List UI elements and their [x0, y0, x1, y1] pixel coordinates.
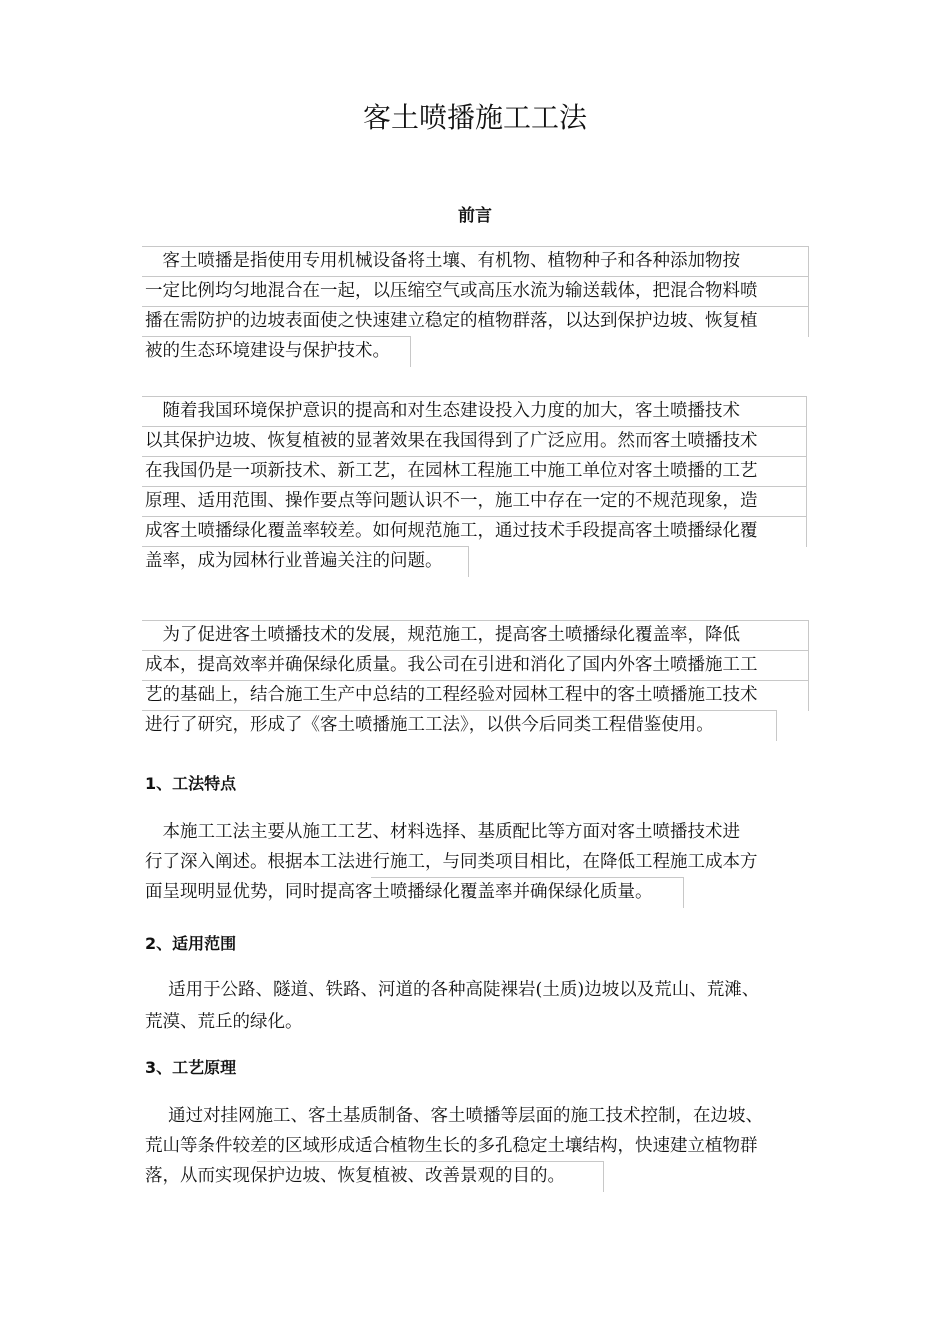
text-line: 为了促进客土喷播技术的发展，规范施工，提高客土喷播绿化覆盖率，降低: [145, 625, 740, 645]
text-line: 艺的基础上，结合施工生产中总结的工程经验对园林工程中的客土喷播施工技术: [145, 685, 758, 705]
text-line: 行了深入阐述。根据本工法进行施工，与同类项目相比，在降低工程施工成本方: [145, 852, 758, 872]
text-line: 荒漠、荒丘的绿化。: [145, 1012, 303, 1032]
text-line: 通过对挂网施工、客土基质制备、客土喷播等层面的施工技术控制，在边坡、: [145, 1106, 764, 1126]
text-line: 成本，提高效率并确保绿化质量。我公司在引进和消化了国内外客土喷播施工工: [145, 655, 758, 675]
text-line: 播在需防护的边坡表面使之快速建立稳定的植物群落，以达到保护边坡、恢复植: [145, 311, 758, 331]
text-line: 被的生态环境建设与保护技术。: [145, 341, 390, 361]
document-title: 客土喷播施工工法: [362, 101, 587, 134]
section-2-heading: 2、适用范围: [145, 934, 237, 953]
text-line: 落，从而实现保护边坡、恢复植被、改善景观的目的。: [145, 1166, 565, 1186]
section-1-heading: 1、工法特点: [145, 774, 237, 793]
text-line: 成客土喷播绿化覆盖率较差。如何规范施工，通过技术手段提高客土喷播绿化覆: [145, 521, 758, 541]
preface-heading: 前言: [458, 206, 492, 226]
text-line: 在我国仍是一项新技术、新工艺，在园林工程施工中施工单位对客土喷播的工艺: [145, 461, 758, 481]
text-line: 面呈现明显优势，同时提高客土喷播绿化覆盖率并确保绿化质量。: [145, 882, 653, 902]
text-line: 以其保护边坡、恢复植被的显著效果在我国得到了广泛应用。然而客土喷播技术: [145, 431, 758, 451]
text-line: 盖率，成为园林行业普遍关注的问题。: [145, 551, 443, 571]
text-line: 荒山等条件较差的区域形成适合植物生长的多孔稳定土壤结构，快速建立植物群: [145, 1136, 758, 1156]
text-line: 一定比例均匀地混合在一起，以压缩空气或高压水流为输送载体，把混合物料喷: [145, 281, 758, 301]
text-line: 适用于公路、隧道、铁路、河道的各种高陡裸岩(土质)边坡以及荒山、荒滩、: [145, 980, 760, 1000]
text-line: 随着我国环境保护意识的提高和对生态建设投入力度的加大，客土喷播技术: [145, 401, 740, 421]
section-3-heading: 3、工艺原理: [145, 1058, 237, 1077]
text-line: 客土喷播是指使用专用机械设备将土壤、有机物、植物种子和各种添加物按: [145, 251, 740, 271]
text-line: 进行了研究，形成了《客土喷播施工工法》，以供今后同类工程借鉴使用。: [145, 715, 714, 735]
text-line: 原理、适用范围、操作要点等问题认识不一，施工中存在一定的不规范现象，造: [145, 491, 758, 511]
text-line: 本施工工法主要从施工工艺、材料选择、基质配比等方面对客土喷播技术进: [145, 822, 740, 842]
